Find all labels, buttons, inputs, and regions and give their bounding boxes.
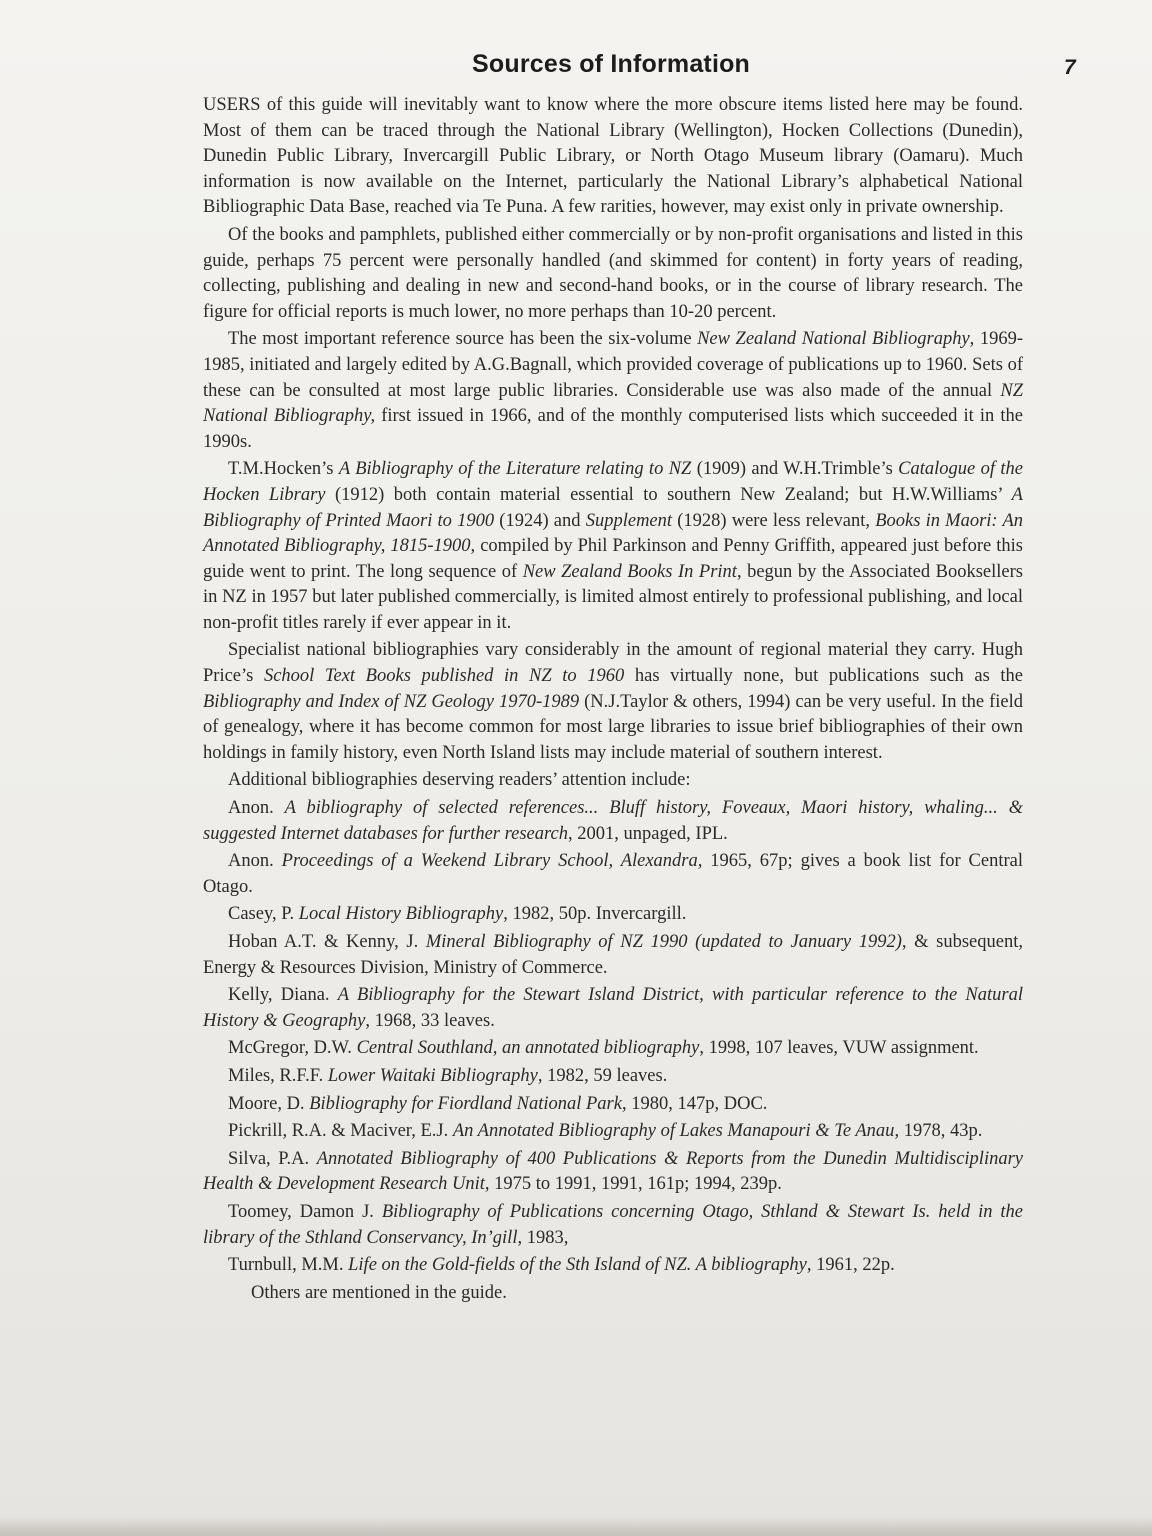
book-title: New Zealand National Bibliography bbox=[697, 329, 970, 350]
book-title: A Bibliography of Printed Maori to 1900 bbox=[203, 484, 1023, 531]
bibliography-entry: Anon. A bibliography of selected references... Bluff history, Foveaux, Maori history, whaling... & suggested Internet databases for further research, 2001, unpaged, IPL. bbox=[203, 798, 1023, 844]
book-title: School Text Books published in NZ to 1960 bbox=[263, 666, 625, 687]
book-title: Bibliography and Index of NZ Geology 1970-1989 bbox=[203, 691, 580, 712]
paragraph-handled: Of the books and pamphlets, published either commercially or by non-profit organisations and listed in this guide, perhaps 75 percent were personally handled (and skimmed for content) in forty years of reading, collecting, publishing and dealing in new and second-hand books, or in the course of library research. The figure for official reports is much lower, no more perhaps than 10-20 percent. bbox=[203, 224, 1023, 322]
bibliography-entry: Moore, D. Bibliography for Fiordland National Park, 1980, 147p, DOC. bbox=[228, 1093, 768, 1114]
bibliography-entry: Turnbull, M.M. Life on the Gold-fields of the Sth Island of NZ. A bibliography, 1961, 22p. bbox=[228, 1255, 895, 1276]
bibliography-entry: Casey, P. Local History Bibliography, 1982, 50p. Invercargill. bbox=[228, 904, 687, 925]
paragraph-additional: Additional bibliographies deserving readers’ attention include: bbox=[228, 770, 691, 791]
bibliography-entry: Pickrill, R.A. & Maciver, E.J. An Annotated Bibliography of Lakes Manapouri & Te Anau, 1978, 43p. bbox=[228, 1121, 983, 1142]
book-title: Supplement bbox=[585, 510, 673, 531]
closing-note: Others are mentioned in the guide. bbox=[251, 1282, 507, 1303]
bibliography-entry: Anon. Proceedings of a Weekend Library School, Alexandra, 1965, 67p; gives a book list for Central Otago. bbox=[203, 851, 1023, 897]
book-title: NZ National Bibliography, bbox=[203, 380, 1023, 427]
page-body bbox=[203, 93, 1023, 1308]
paragraph-specialist: Specialist national bibliographies vary considerably in the amount of regional material they carry. Hugh Price’s School Text Books published in NZ to 1960 has virtually none, but publications such as the Bibliography and Index of NZ Geology 1970-1989 (N.J.Taylor & others, 1994) can be very useful. In the field of genealogy, where it has become common for most large libraries to issue brief bibliographies of their own holdings in family history, even North Island lists may include material of southern interest. bbox=[203, 640, 1023, 763]
book-title: Books in Maori: An Annotated Bibliography, 1815-1900, bbox=[203, 510, 1023, 557]
book-title: Catalogue of the Hocken Library bbox=[203, 459, 1023, 505]
page-number: 7 bbox=[1064, 56, 1076, 79]
bibliography-entry: Toomey, Damon J. Bibliography of Publications concerning Otago, Sthland & Stewart Is. held in the library of the Sthland Conservancy, In’gill, 1983, bbox=[203, 1201, 1023, 1248]
bibliography-list bbox=[203, 796, 1023, 1279]
paragraph-hocken: T.M.Hocken’s A Bibliography of the Literature relating to NZ (1909) and W.H.Trimble’s Catalogue of the Hocken Library (1912) both contain material essential to southern New Zealand; but H.W.Williams’ A Bibliography of Printed Maori to 1900 (1924) and Supplement (1928) were less relevant, Books in Maori: An Annotated Bibliography, 1815-1900, compiled by Phil Parkinson and Penny Griffith, appeared just before this guide went to print. The long sequence of New Zealand Books In Print, begun by the Associated Booksellers in NZ in 1957 but later published commercially, is limited almost entirely to professional publishing, and local non-profit titles rarely if ever appear in it. bbox=[203, 459, 1024, 633]
paragraph-intro: USERS of this guide will inevitably want to know where the more obscure items listed here may be found. Most of them can be traced through the National Library (Wellington), Hocken Collections (Dunedin), Dunedin Public Library, Invercargill Public Library, or North Otago Museum library (Oamaru). Much information is now available on the Internet, particularly the National Library’s alphabetical National Bibliographic Data Base, reached via Te Puna. A few rarities, however, may exist only in private ownership. bbox=[203, 95, 1023, 218]
bibliography-entry: McGregor, D.W. Central Southland, an annotated bibliography, 1998, 107 leaves, VUW assignment. bbox=[228, 1038, 979, 1059]
bibliography-entry: Hoban A.T. & Kenny, J. Mineral Bibliography of NZ 1990 (updated to January 1992), & subsequent, Energy & Resources Division, Ministry of Commerce. bbox=[203, 932, 1023, 978]
bibliography-entry: Silva, P.A. Annotated Bibliography of 400 Publications & Reports from the Dunedin Multidisciplinary Health & Development Research Unit, 1975 to 1991, 1991, 161p; 1994, 239p. bbox=[203, 1148, 1023, 1195]
page-title: Sources of Information bbox=[472, 50, 751, 78]
bibliography-entry: Miles, R.F.F. Lower Waitaki Bibliography, 1982, 59 leaves. bbox=[228, 1065, 668, 1086]
paragraph-reference-source: The most important reference source has been the six-volume New Zealand National Bibliography, 1969-1985, initiated and largely edited by A.G.Bagnall, which provided coverage of publications up to 1960. Sets of these can be consulted at most large public libraries. Considerable use was also made of the annual NZ National Bibliography, first issued in 1966, and of the monthly computerised lists which succeeded it in the 1990s. bbox=[203, 329, 1023, 452]
book-title: New Zealand Books In Print bbox=[522, 561, 737, 582]
book-title: A Bibliography of the Literature relating to NZ bbox=[338, 459, 692, 480]
bibliography-entry: Kelly, Diana. A Bibliography for the Stewart Island District, with particular reference to the Natural History & Geography, 1968, 33 leaves. bbox=[203, 985, 1024, 1031]
page-edge-shadow bbox=[0, 1516, 1152, 1536]
